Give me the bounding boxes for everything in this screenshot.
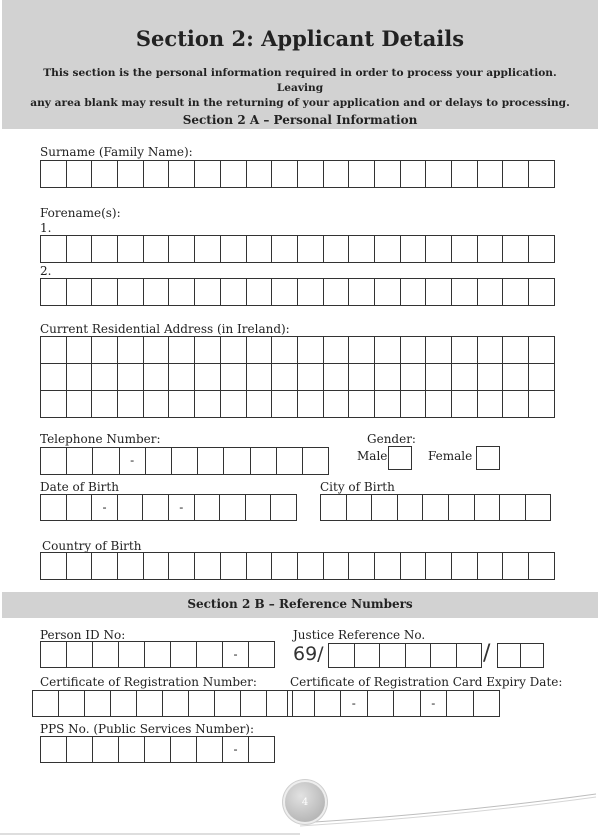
- address-box[interactable]: [503, 391, 529, 418]
- justice-ref-slash: /: [483, 641, 491, 666]
- justice-ref-box[interactable]: [406, 643, 432, 668]
- forename-2-box[interactable]: [247, 278, 273, 306]
- address-box[interactable]: [272, 364, 298, 391]
- person-id-box[interactable]: [223, 641, 249, 668]
- surname-box[interactable]: [144, 160, 170, 188]
- dob-box[interactable]: [169, 494, 195, 521]
- address-box[interactable]: [118, 364, 144, 391]
- forename-1-box[interactable]: [195, 235, 221, 263]
- dob-box[interactable]: [92, 494, 118, 521]
- address-box[interactable]: [221, 364, 247, 391]
- telephone-label: Telephone Number:: [40, 432, 161, 446]
- country-box[interactable]: [298, 552, 324, 580]
- city-field[interactable]: [320, 494, 551, 521]
- dob-field[interactable]: [40, 494, 297, 521]
- country-box[interactable]: [478, 552, 504, 580]
- cert-expiry-box[interactable]: [394, 690, 421, 717]
- forename-1-box[interactable]: [247, 235, 273, 263]
- justice-ref-label: Justice Reference No.: [293, 628, 426, 642]
- address-box[interactable]: [375, 391, 401, 418]
- telephone-box[interactable]: [224, 447, 250, 475]
- address-box[interactable]: [169, 337, 195, 364]
- person-id-box[interactable]: [93, 641, 119, 668]
- city-box[interactable]: [500, 494, 526, 521]
- person-id-box[interactable]: [41, 641, 67, 668]
- forename-1-box[interactable]: [221, 235, 247, 263]
- surname-box[interactable]: [324, 160, 350, 188]
- city-box[interactable]: [321, 494, 347, 521]
- forename-1-box[interactable]: [401, 235, 427, 263]
- city-box[interactable]: [423, 494, 449, 521]
- country-box[interactable]: [529, 552, 555, 580]
- city-box[interactable]: [475, 494, 501, 521]
- country-box[interactable]: [272, 552, 298, 580]
- country-box[interactable]: [503, 552, 529, 580]
- address-box[interactable]: [272, 391, 298, 418]
- surname-box[interactable]: [349, 160, 375, 188]
- forename-2-box[interactable]: [375, 278, 401, 306]
- section-a-heading: Section 2 A – Personal Information: [182, 113, 418, 127]
- pps-box[interactable]: [249, 736, 275, 763]
- address-box[interactable]: [375, 337, 401, 364]
- country-box[interactable]: [169, 552, 195, 580]
- forename-2-box[interactable]: [426, 278, 452, 306]
- forename-1-field[interactable]: [40, 235, 555, 263]
- telephone-field[interactable]: [40, 447, 329, 475]
- dash-separator: -: [233, 646, 238, 661]
- address-box[interactable]: [195, 337, 221, 364]
- dob-box[interactable]: [67, 494, 93, 521]
- cert-reg-box[interactable]: [241, 690, 267, 717]
- forename-1-box[interactable]: [503, 235, 529, 263]
- cert-reg-box[interactable]: [189, 690, 215, 717]
- dash-separator: -: [179, 499, 184, 514]
- pps-box[interactable]: [41, 736, 67, 763]
- justice-ref-box[interactable]: [355, 643, 381, 668]
- cert-expiry-box[interactable]: [315, 690, 342, 717]
- country-box[interactable]: [144, 552, 170, 580]
- address-box[interactable]: [324, 337, 350, 364]
- forename-1-box[interactable]: [169, 235, 195, 263]
- forename-2-box[interactable]: [349, 278, 375, 306]
- address-box[interactable]: [221, 391, 247, 418]
- person-id-box[interactable]: [145, 641, 171, 668]
- justice-ref-suffix-box[interactable]: [498, 643, 521, 668]
- male-label: Male: [357, 449, 388, 463]
- cert-expiry-box[interactable]: [474, 690, 501, 717]
- dob-box[interactable]: [195, 494, 221, 521]
- female-checkbox[interactable]: [476, 446, 500, 470]
- forename-2-box[interactable]: [529, 278, 555, 306]
- cert-reg-box[interactable]: [163, 690, 189, 717]
- country-box[interactable]: [375, 552, 401, 580]
- surname-box[interactable]: [529, 160, 555, 188]
- city-box[interactable]: [449, 494, 475, 521]
- surname-box[interactable]: [452, 160, 478, 188]
- forename-2-box[interactable]: [298, 278, 324, 306]
- forename-2-box[interactable]: [118, 278, 144, 306]
- forename-1-box[interactable]: [349, 235, 375, 263]
- dob-label: Date of Birth: [40, 480, 119, 494]
- country-box[interactable]: [452, 552, 478, 580]
- forename-1-label: 1.: [40, 221, 52, 235]
- person-id-field[interactable]: [40, 641, 275, 668]
- intro-line-2: any area blank may result in the returning of your application and or delays to processing.: [30, 97, 570, 109]
- country-box[interactable]: [426, 552, 452, 580]
- telephone-box[interactable]: [303, 447, 329, 475]
- country-label: Country of Birth: [42, 539, 142, 553]
- surname-box[interactable]: [503, 160, 529, 188]
- forename-1-box[interactable]: [452, 235, 478, 263]
- forename-2-box[interactable]: [452, 278, 478, 306]
- dob-box[interactable]: [143, 494, 169, 521]
- telephone-box[interactable]: [277, 447, 303, 475]
- forename-1-box[interactable]: [67, 235, 93, 263]
- person-id-box[interactable]: [119, 641, 145, 668]
- pps-box[interactable]: [171, 736, 197, 763]
- address-box[interactable]: [67, 364, 93, 391]
- dob-box[interactable]: [246, 494, 272, 521]
- forename-2-box[interactable]: [221, 278, 247, 306]
- page-number: 4: [285, 782, 325, 822]
- cert-reg-box[interactable]: [137, 690, 163, 717]
- forename-1-box[interactable]: [298, 235, 324, 263]
- country-box[interactable]: [92, 552, 118, 580]
- pps-box[interactable]: [197, 736, 223, 763]
- surname-box[interactable]: [92, 160, 118, 188]
- address-box[interactable]: [349, 364, 375, 391]
- dash-separator: -: [233, 741, 238, 756]
- forename-2-box[interactable]: [272, 278, 298, 306]
- justice-ref-prefix: 69/: [293, 643, 324, 665]
- cert-reg-box[interactable]: [33, 690, 59, 717]
- pps-box[interactable]: [67, 736, 93, 763]
- telephone-box[interactable]: [120, 447, 146, 475]
- dash-separator: -: [351, 695, 356, 710]
- address-box[interactable]: [349, 337, 375, 364]
- telephone-box[interactable]: [251, 447, 277, 475]
- surname-box[interactable]: [247, 160, 273, 188]
- address-box[interactable]: [118, 337, 144, 364]
- telephone-box[interactable]: [41, 447, 67, 475]
- address-field[interactable]: [40, 336, 555, 418]
- address-box[interactable]: [529, 391, 555, 418]
- address-box[interactable]: [169, 391, 195, 418]
- forename-1-box[interactable]: [426, 235, 452, 263]
- surname-field[interactable]: [40, 160, 555, 188]
- forename-1-box[interactable]: [478, 235, 504, 263]
- forename-2-box[interactable]: [478, 278, 504, 306]
- address-box[interactable]: [401, 391, 427, 418]
- intro-text: [30, 66, 570, 111]
- cert-expiry-box[interactable]: [447, 690, 474, 717]
- country-box[interactable]: [195, 552, 221, 580]
- address-box[interactable]: [478, 337, 504, 364]
- cert-reg-box[interactable]: [59, 690, 85, 717]
- forename-1-box[interactable]: [375, 235, 401, 263]
- address-box[interactable]: [221, 337, 247, 364]
- surname-box[interactable]: [221, 160, 247, 188]
- dash-separator: -: [102, 499, 107, 514]
- address-box[interactable]: [247, 337, 273, 364]
- country-box[interactable]: [349, 552, 375, 580]
- country-box[interactable]: [41, 552, 67, 580]
- surname-box[interactable]: [426, 160, 452, 188]
- forename-2-box[interactable]: [67, 278, 93, 306]
- telephone-box[interactable]: [172, 447, 198, 475]
- gender-label: Gender:: [367, 432, 416, 446]
- forename-1-box[interactable]: [529, 235, 555, 263]
- forename-2-box[interactable]: [169, 278, 195, 306]
- justice-ref-suffix-field[interactable]: [497, 643, 544, 668]
- telephone-box[interactable]: [67, 447, 93, 475]
- justice-ref-box[interactable]: [329, 643, 355, 668]
- pps-box[interactable]: [93, 736, 119, 763]
- dob-box[interactable]: [118, 494, 144, 521]
- address-box[interactable]: [503, 337, 529, 364]
- address-box[interactable]: [426, 337, 452, 364]
- forename-2-box[interactable]: [401, 278, 427, 306]
- forename-1-box[interactable]: [144, 235, 170, 263]
- country-field[interactable]: [40, 552, 555, 580]
- cert-expiry-box[interactable]: [368, 690, 395, 717]
- address-box[interactable]: [144, 337, 170, 364]
- address-box[interactable]: [298, 337, 324, 364]
- address-box[interactable]: [272, 337, 298, 364]
- address-box[interactable]: [324, 364, 350, 391]
- person-id-box[interactable]: [249, 641, 275, 668]
- address-box[interactable]: [478, 391, 504, 418]
- address-box[interactable]: [92, 364, 118, 391]
- forename-2-box[interactable]: [144, 278, 170, 306]
- address-box[interactable]: [41, 364, 67, 391]
- cert-reg-box[interactable]: [111, 690, 137, 717]
- pps-box[interactable]: [145, 736, 171, 763]
- dash-separator: -: [130, 453, 135, 468]
- address-box[interactable]: [375, 364, 401, 391]
- forename-2-box[interactable]: [324, 278, 350, 306]
- surname-label: Surname (Family Name):: [40, 145, 193, 159]
- address-box[interactable]: [92, 391, 118, 418]
- surname-box[interactable]: [298, 160, 324, 188]
- cert-reg-label: Certificate of Registration Number:: [40, 675, 257, 689]
- country-box[interactable]: [324, 552, 350, 580]
- address-box[interactable]: [401, 337, 427, 364]
- male-checkbox[interactable]: [388, 446, 412, 470]
- forename-1-box[interactable]: [272, 235, 298, 263]
- forename-1-box[interactable]: [118, 235, 144, 263]
- forename-2-field[interactable]: [40, 278, 555, 306]
- surname-box[interactable]: [401, 160, 427, 188]
- city-box[interactable]: [526, 494, 552, 521]
- justice-ref-box[interactable]: [380, 643, 406, 668]
- telephone-box[interactable]: [198, 447, 224, 475]
- cert-expiry-field[interactable]: [287, 690, 500, 717]
- dob-box[interactable]: [41, 494, 67, 521]
- address-box[interactable]: [349, 391, 375, 418]
- address-box[interactable]: [401, 364, 427, 391]
- country-box[interactable]: [67, 552, 93, 580]
- intro-line-1: This section is the personal information required in order to process your application. Leaving: [43, 67, 557, 94]
- dob-box[interactable]: [271, 494, 297, 521]
- country-box[interactable]: [221, 552, 247, 580]
- justice-ref-suffix-box[interactable]: [521, 643, 544, 668]
- address-box[interactable]: [195, 364, 221, 391]
- cert-expiry-box[interactable]: [288, 690, 315, 717]
- pps-box[interactable]: [223, 736, 249, 763]
- justice-ref-field[interactable]: [328, 643, 482, 668]
- surname-box[interactable]: [272, 160, 298, 188]
- address-box[interactable]: [426, 391, 452, 418]
- address-box[interactable]: [67, 391, 93, 418]
- cert-reg-box[interactable]: [215, 690, 241, 717]
- dob-box[interactable]: [220, 494, 246, 521]
- address-box[interactable]: [195, 391, 221, 418]
- forename-1-box[interactable]: [324, 235, 350, 263]
- person-id-box[interactable]: [67, 641, 93, 668]
- pps-field[interactable]: [40, 736, 275, 763]
- pps-box[interactable]: [119, 736, 145, 763]
- forename-2-box[interactable]: [503, 278, 529, 306]
- country-box[interactable]: [401, 552, 427, 580]
- pps-label: PPS No. (Public Services Number):: [40, 722, 255, 736]
- address-box[interactable]: [118, 391, 144, 418]
- page-title: Section 2: Applicant Details: [135, 26, 465, 51]
- telephone-box[interactable]: [146, 447, 172, 475]
- justice-ref-box[interactable]: [457, 643, 483, 668]
- address-box[interactable]: [478, 364, 504, 391]
- cert-expiry-box[interactable]: [421, 690, 448, 717]
- country-box[interactable]: [118, 552, 144, 580]
- address-box[interactable]: [41, 391, 67, 418]
- surname-box[interactable]: [41, 160, 67, 188]
- address-box[interactable]: [324, 391, 350, 418]
- cert-reg-field[interactable]: [32, 690, 293, 717]
- address-box[interactable]: [92, 337, 118, 364]
- address-label: Current Residential Address (in Ireland):: [40, 322, 290, 336]
- address-box[interactable]: [247, 391, 273, 418]
- justice-ref-box[interactable]: [431, 643, 457, 668]
- dash-separator: -: [431, 695, 436, 710]
- address-box[interactable]: [41, 337, 67, 364]
- forename-1-box[interactable]: [41, 235, 67, 263]
- cert-expiry-label: Certificate of Registration Card Expiry Date:: [290, 675, 563, 689]
- city-label: City of Birth: [320, 480, 395, 494]
- surname-box[interactable]: [118, 160, 144, 188]
- female-label: Female: [428, 449, 473, 463]
- address-box[interactable]: [144, 391, 170, 418]
- forename-1-box[interactable]: [92, 235, 118, 263]
- address-box[interactable]: [529, 337, 555, 364]
- city-box[interactable]: [347, 494, 373, 521]
- address-box[interactable]: [67, 337, 93, 364]
- section-b-heading: Section 2 B – Reference Numbers: [187, 597, 413, 611]
- telephone-box[interactable]: [93, 447, 119, 475]
- surname-box[interactable]: [478, 160, 504, 188]
- country-box[interactable]: [247, 552, 273, 580]
- address-box[interactable]: [529, 364, 555, 391]
- address-box[interactable]: [247, 364, 273, 391]
- person-id-box[interactable]: [171, 641, 197, 668]
- address-box[interactable]: [426, 364, 452, 391]
- forename-2-box[interactable]: [195, 278, 221, 306]
- address-box[interactable]: [298, 391, 324, 418]
- city-box[interactable]: [372, 494, 398, 521]
- surname-box[interactable]: [195, 160, 221, 188]
- address-box[interactable]: [452, 364, 478, 391]
- address-box[interactable]: [452, 391, 478, 418]
- cert-reg-box[interactable]: [85, 690, 111, 717]
- forename-2-box[interactable]: [92, 278, 118, 306]
- address-box[interactable]: [144, 364, 170, 391]
- address-box[interactable]: [452, 337, 478, 364]
- forename-2-box[interactable]: [41, 278, 67, 306]
- address-box[interactable]: [298, 364, 324, 391]
- surname-box[interactable]: [375, 160, 401, 188]
- address-box[interactable]: [503, 364, 529, 391]
- forename-label: Forename(s):: [40, 206, 121, 220]
- forename-2-label: 2.: [40, 264, 52, 278]
- person-id-label: Person ID No:: [40, 628, 126, 642]
- person-id-box[interactable]: [197, 641, 223, 668]
- surname-box[interactable]: [169, 160, 195, 188]
- cert-expiry-box[interactable]: [341, 690, 368, 717]
- surname-box[interactable]: [67, 160, 93, 188]
- address-box[interactable]: [169, 364, 195, 391]
- city-box[interactable]: [398, 494, 424, 521]
